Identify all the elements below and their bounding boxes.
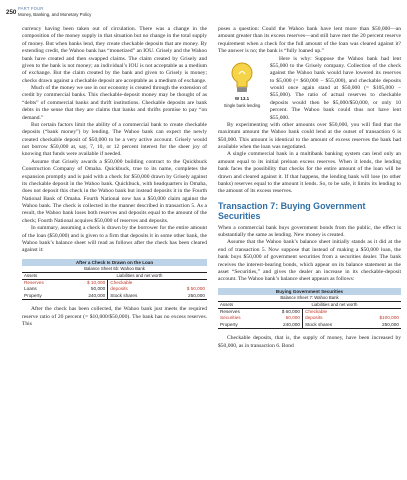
asset-value: $ 10,000 <box>66 280 108 287</box>
right-paragraph-2: Here is why: Suppose the Wahoo bank had lent $55,000 to the Grisely company. Collection of the check against the Wahoo bank would have lowered its reserves to $5,000 (= $60,000 − $55,000), and checkable deposits would once again stand at $50,000 (= $105,000 − $55,000). The ratio of actual reserves to checkable deposits would then be $5,000/$50,000, or only 10 percent. The Wahoo bank could thus not have lent $55,000. <box>270 55 401 121</box>
assets-heading: Assets <box>24 272 38 278</box>
balance-sheet-header <box>218 302 401 309</box>
liability-label: deposits <box>305 315 323 321</box>
table-row <box>22 293 207 300</box>
liability-label: deposits <box>110 286 128 292</box>
liability-value: 250,000 <box>188 292 205 298</box>
table-row <box>22 286 207 293</box>
table-row <box>218 322 401 329</box>
liabilities-heading: Liabilities and net worth <box>311 301 358 307</box>
balance-sheet-6b <box>22 259 207 301</box>
left-paragraph-2: Much of the money we use in our economy is created through the extension of credit by commercial banks. This checkable-deposit money may be thought of as “debts” of commercial banks and thrift institutions. Checkable deposits are bank debts in the sense that they are claims that banks and thrifts promise to pay “on demand.” <box>22 85 207 121</box>
assets-heading: Assets <box>220 301 234 307</box>
asset-label: Property <box>24 292 42 298</box>
balance-sheet-title: After a Check Is Drawn on the Loan <box>22 259 207 266</box>
liability-label: Stock shares <box>305 321 333 327</box>
liability-label: Stock shares <box>110 292 138 298</box>
left-paragraph-4: Assume that Grisely awards a $50,000 building contract to the Quickbuck Construction Company of Omaha. Quickbuck, true to its name, completes the expansion promptly and is paid with a check for $50,000 drawn by Grisely against its checkable deposit in the Wahoo bank. Quickbuck, with headquarters in Omaha, does not deposit this check in the Wahoo bank but instead deposits it in the Fourth National Bank of Omaha. Fourth National now has a $50,000 claim against the Wahoo bank. The check is collected in the manner described in transaction 5. As a result, the Wahoo bank loses both reserves and deposits equal to the amount of the check; Fourth National acquires $50,000 of reserves and deposits. <box>22 158 207 224</box>
balance-sheet-rows <box>218 309 401 330</box>
right-paragraph-7: Checkable deposits, that is, the supply of money, have been increased by $50,000, as in transaction 6. Bond <box>218 335 401 349</box>
asset-value: 50,000 <box>66 286 108 293</box>
table-row <box>22 280 207 287</box>
table-row <box>218 315 401 322</box>
left-paragraph-6: After the check has been collected, the Wahoo bank just meets the required reserve ratio of 20 percent (= $10,000/$50,000). The bank has no excess reserves. This <box>22 306 207 328</box>
asset-value: 240,000 <box>262 322 303 329</box>
liability-value: 250,000 <box>382 321 399 327</box>
left-column <box>22 26 207 329</box>
asset-label: Reserves <box>24 279 44 285</box>
chapter-title: Money, Banking, and Monetary Policy <box>18 12 92 17</box>
lightbulb-icon <box>227 60 257 96</box>
liability-value: $100,000 <box>379 315 399 321</box>
web-button-bulb[interactable] <box>218 60 266 119</box>
section-heading: Transaction 7: Buying Government Securities <box>218 200 366 221</box>
part-label: PART FOUR <box>18 6 44 11</box>
right-paragraph-5: When a commercial bank buys government bonds from the public, the effect is substantially the same as lending. New money is created. <box>218 224 401 238</box>
balance-sheet-header <box>22 273 207 280</box>
table-row <box>218 309 401 316</box>
left-paragraph-5: In summary, assuming a check is drawn by the borrower for the entire amount of the loan ($50,000) and is given to a firm that deposits it in some other bank, the Wahoo bank’s balance sheet will read as follows after the check has been cleared against it: <box>22 225 207 254</box>
right-paragraph-6: Assume that the Wahoo bank’s balance sheet initially stands as it did at the end of transaction 5. Now suppose that instead of making a $50,000 loan, the bank buys $50,000 of government securities from a securities dealer. The bank receives the interest-bearing bonds, which appear on its balance statement as the asset “Securities,” and gives the dealer an increase in its checkable-deposit account. The Wahoo bank’s balance sheet appears as follows: <box>218 239 401 283</box>
liability-value <box>166 280 207 287</box>
right-paragraph-3: By experimenting with other amounts over $50,000, you will find that the maximum amount the Wahoo bank could lend at the outset of transaction 6 is $50,000. This amount is identical to the amount of excess reserves the bank had available when the loan was negotiated. <box>218 121 401 150</box>
asset-value: 240,000 <box>66 293 108 300</box>
right-paragraph-4: A single commercial bank in a multibank banking system can lend only an amount equal to its initial preloan excess reserves. When it lends, the lending bank faces the possibility that checks for the entire amount of the loan will be drawn and cleared against it. If that happens, the lending bank will lose (to other banks) reserves equal to the amount it lends. So, to be safe, it limits its lending to the amount of its excess reserves. <box>218 151 401 195</box>
asset-label: Loans <box>24 286 37 292</box>
bulb-tag: W 13.1 <box>234 95 250 101</box>
bulb-flow <box>218 56 401 122</box>
balance-sheet-subtitle: Balance Sheet 7: Wahoo Bank <box>218 295 401 302</box>
asset-value: $ 60,000 <box>262 309 303 316</box>
liability-label: Checkable <box>305 308 328 314</box>
right-column <box>218 26 401 350</box>
liability-value: $ 50,000 <box>186 286 205 292</box>
balance-sheet-subtitle: Balance Sheet 6b: Wahoo Bank <box>22 266 207 273</box>
liabilities-heading: Liabilities and net worth <box>116 272 163 278</box>
asset-label: Securities <box>220 315 241 321</box>
page-number: 250 <box>6 9 17 16</box>
asset-label: Property <box>220 321 238 327</box>
balance-sheet-rows <box>22 280 207 301</box>
liability-label: Checkable <box>110 279 133 285</box>
balance-sheet-7 <box>218 288 401 330</box>
asset-value: 50,000 <box>262 315 303 322</box>
liability-value <box>359 309 401 316</box>
balance-sheet-title: Buying Government Securities <box>218 288 401 295</box>
left-paragraph-3: But certain factors limit the ability of a commercial bank to create checkable deposits (“bank money”) by lending. The Wahoo bank can expect the newly created checkable deposit of $50,000 to be a very active account. Grisely would not borrow $50,000 at, say, 7, 10, or 12 percent interest for the sheer joy of knowing that funds were available if needed. <box>22 121 207 158</box>
running-header <box>6 4 166 22</box>
left-paragraph-1: currency having been taken out of circulation. There was a change in the composition of the money supply in that situation but no change in the total supply of money. But when banks lend, they create checkable deposits that are money. By extending credit, the Wahoo bank has “monetized” an IOU. Grisely and the Wahoo bank have created and then swapped claims. The claim created by Grisely and given to the bank is not money; an individual’s IOU is not acceptable as a medium of exchange. But the claim created by the bank and given to Grisely is money; checks drawn against a checkable deposit are acceptable as a medium of exchange. <box>22 26 207 84</box>
asset-label: Reserves <box>220 308 240 314</box>
right-paragraph-1: poses a question: Could the Wahoo bank have lent more than $50,000—an amount greater than its excess reserves—and still have met the 20 percent reserve requirement when a check for the full amount of the loan was cleared against it? The answer is no; the bank is “fully loaned up.” <box>218 26 401 55</box>
bulb-caption: Single bank lending <box>223 102 261 108</box>
